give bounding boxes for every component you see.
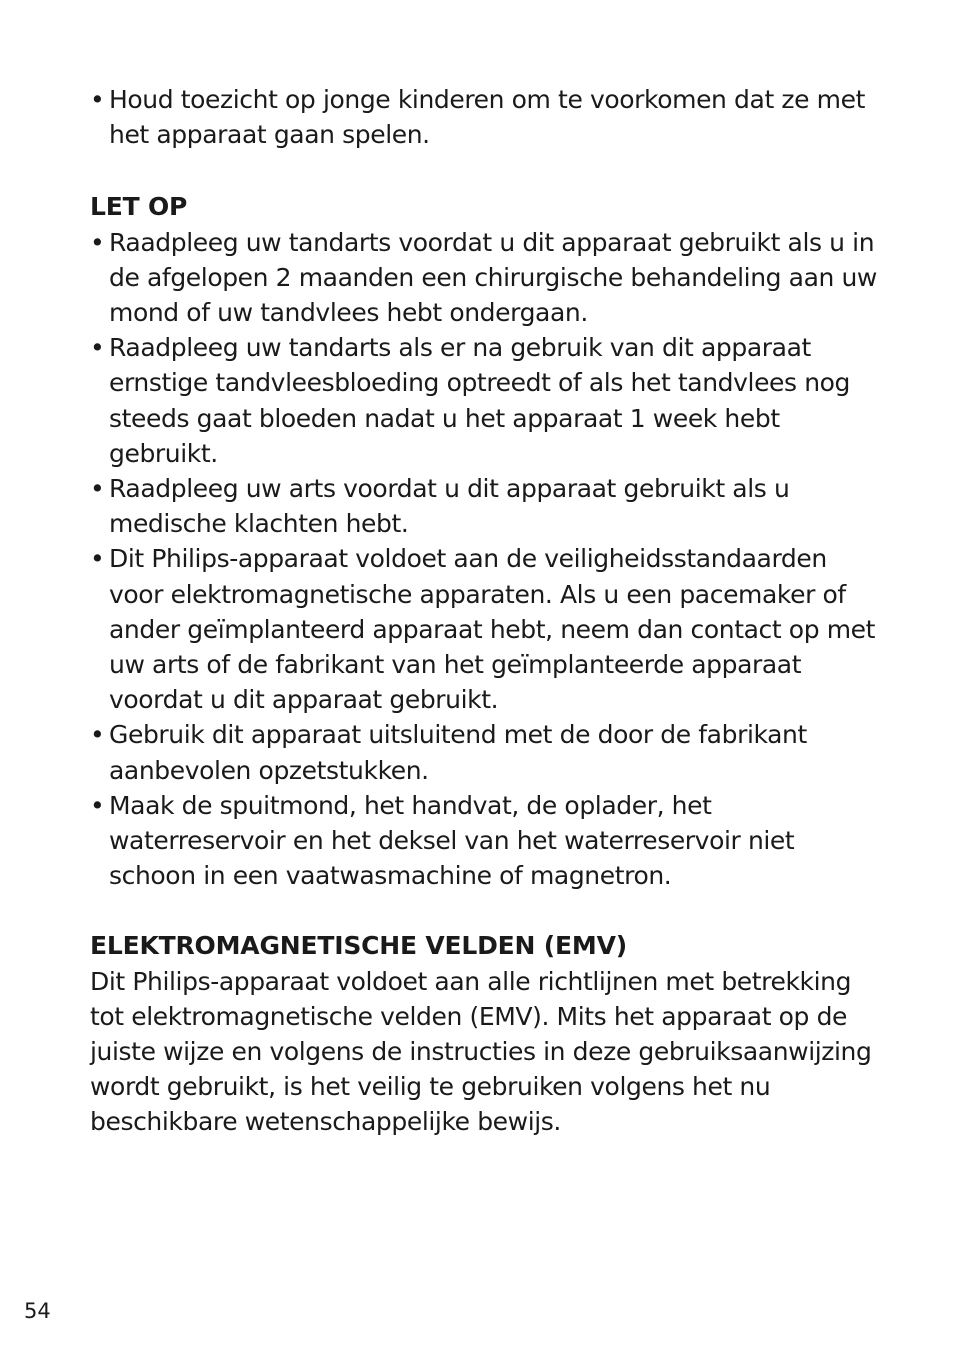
caution-heading: LET OP (90, 192, 188, 222)
bullet-item: • Houd toezicht op jonge kinderen om te voorkomen dat ze met het apparaat gaan spelen. (90, 82, 880, 152)
section-spacer (90, 152, 880, 189)
page-content (90, 82, 880, 1140)
page-number: 54 (24, 1299, 51, 1323)
emf-paragraph: Dit Philips-apparaat voldoet aan alle richtlijnen met betrekking tot elektromagnetische velden (EMV). Mits het apparaat op de juiste wijze en volgens de instructies in deze gebruiksaanwijzing wordt gebruikt, is het veilig te gebruiken volgens het nu beschikbare wetenschappelijke bewijs. (90, 966, 872, 1137)
bullet-item: • Dit Philips-apparaat voldoet aan de veiligheidsstandaarden voor elektromagnetische apparaten. Als u een pacemaker of ander geïmplanteerd apparaat hebt, neem dan contact op met uw arts of de fabrikant van het geïmplanteerde apparaat voordat u dit apparaat gebruikt. (90, 541, 880, 717)
bullet-item: • Gebruik dit apparaat uitsluitend met de door de fabrikant aanbevolen opzetstukken. (90, 717, 880, 787)
emf-heading: ELEKTROMAGNETISCHE VELDEN (EMV) (90, 931, 627, 961)
bullet-item: • Maak de spuitmond, het handvat, de oplader, het waterreservoir en het deksel van het waterreservoir niet schoon in een vaatwasmachine of magnetron. (90, 788, 880, 894)
caution-bullet-list (90, 225, 880, 894)
bullet-item: • Raadpleeg uw tandarts voordat u dit apparaat gebruikt als u in de afgelopen 2 maanden een chirurgische behandeling aan uw mond of uw tandvlees hebt ondergaan. (90, 225, 880, 331)
section-spacer (90, 893, 880, 928)
bullet-item: • Raadpleeg uw arts voordat u dit apparaat gebruikt als u medische klachten hebt. (90, 471, 880, 541)
bullet-item: • Raadpleeg uw tandarts als er na gebruik van dit apparaat ernstige tandvleesbloeding optreedt of als het tandvlees nog steeds gaat bloeden nadat u het apparaat 1 week hebt gebruikt. (90, 330, 880, 471)
intro-bullet-list (90, 82, 880, 152)
